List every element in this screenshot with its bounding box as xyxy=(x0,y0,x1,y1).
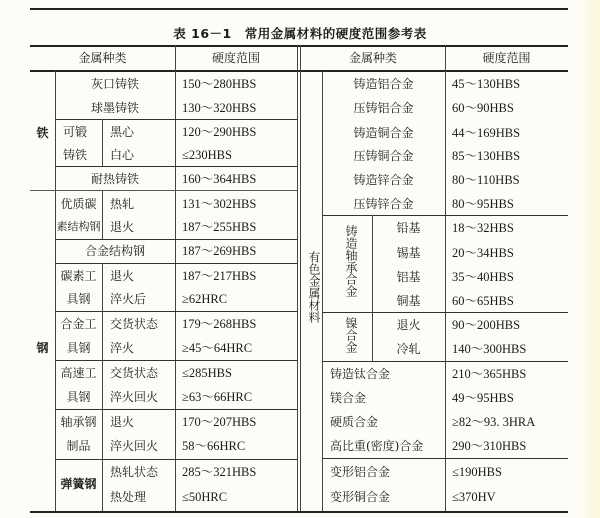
iron-value: 160～364HBS xyxy=(182,172,257,186)
header-left-type: 金属种类 xyxy=(78,51,127,65)
header-right-type: 金属种类 xyxy=(348,51,397,65)
alloy-name: 压铸锌合金 xyxy=(353,197,414,211)
alloy-name: 铸造钛合金 xyxy=(330,367,391,381)
iron-sub: 黑心 xyxy=(110,125,135,139)
alloy-value: 49～95HBS xyxy=(452,391,514,405)
group-label-1: 高速工 xyxy=(60,366,97,380)
row-rule xyxy=(55,360,297,361)
category-steel: 钢 xyxy=(36,341,49,355)
bearing-sub: 铝基 xyxy=(396,270,421,284)
iron-value: ≤230HBS xyxy=(182,148,232,162)
row-rule xyxy=(55,166,297,167)
steel-value: 170～207HBS xyxy=(182,415,257,429)
alloy-value: 210～365HBS xyxy=(452,367,527,381)
top-rule xyxy=(30,8,568,10)
steel-sub: 退火 xyxy=(110,220,135,234)
bearing-value: 60～65HBS xyxy=(452,294,514,308)
steel-value: ≥45～64HRC xyxy=(182,341,253,355)
group-label-2: 具钢 xyxy=(66,341,91,355)
steel-value: ≥63～66HRC xyxy=(182,390,253,404)
sub-divider xyxy=(102,119,103,166)
table-bottom-rule xyxy=(30,511,568,513)
steel-sub: 淬火 xyxy=(110,341,135,355)
sub-divider xyxy=(102,409,103,459)
group-label-1: 合金工 xyxy=(60,317,97,331)
category-nonferrous: 有色金属材料 xyxy=(307,251,321,323)
iron-name: 耐热铸铁 xyxy=(90,172,139,186)
steel-sub: 退火 xyxy=(110,415,135,429)
iron-name: 灰口铸铁 xyxy=(90,77,139,91)
steel-name: 合金结构钢 xyxy=(84,244,145,258)
alloy-name: 硬质合金 xyxy=(330,415,379,429)
row-rule xyxy=(322,458,568,459)
alloy-name: 镁合金 xyxy=(330,391,367,405)
header-left-hardness: 硬度范围 xyxy=(211,51,260,65)
steel-value: 179～268HBS xyxy=(182,317,257,331)
alloy-value: ≤190HBS xyxy=(452,465,502,479)
steel-sub: 热轧 xyxy=(110,197,135,211)
steel-sub: 热轧状态 xyxy=(110,465,159,479)
group-label-2: 制品 xyxy=(66,439,91,453)
iron-value: 130～320HBS xyxy=(182,101,257,115)
table-caption: 表 16－1 常用金属材料的硬度范围参考表 xyxy=(173,26,427,41)
group-label-1: 优质碳 xyxy=(60,197,97,211)
steel-value: 131～302HBS xyxy=(182,197,257,211)
group-label-1: 弹簧钢 xyxy=(60,477,97,491)
row-rule xyxy=(55,409,297,410)
steel-sub: 热处理 xyxy=(110,490,147,504)
sub-divider xyxy=(102,263,103,311)
alloy-value: 85～130HBS xyxy=(452,149,521,163)
group-label-2: 素结构钢 xyxy=(56,220,101,233)
malleable-label-1: 可锻 xyxy=(63,125,88,139)
steel-value: 187～269HBS xyxy=(182,244,257,258)
alloy-name: 铸造铜合金 xyxy=(353,126,414,140)
row-rule xyxy=(55,239,297,240)
steel-sub: 淬火后 xyxy=(110,292,147,306)
steel-value: 285～321HBS xyxy=(182,465,257,479)
category-iron: 铁 xyxy=(36,126,49,140)
table-top-rule xyxy=(30,45,568,47)
header-right-hardness: 硬度范围 xyxy=(482,51,531,65)
row-rule xyxy=(55,119,297,120)
page-edge-stain xyxy=(578,0,600,518)
sub-divider xyxy=(102,311,103,360)
bearing-value: 20～34HBS xyxy=(452,246,514,260)
bearing-value: 18～32HBS xyxy=(452,221,514,235)
row-rule xyxy=(322,312,568,313)
iron-value: 150～280HBS xyxy=(182,77,257,91)
bearing-sub: 铜基 xyxy=(396,294,421,308)
row-rule xyxy=(322,215,568,216)
steel-sub: 退火 xyxy=(110,269,135,283)
steel-sub: 交货状态 xyxy=(110,317,159,331)
nickel-label: 镍合金 xyxy=(344,317,358,353)
group-label-2: 具钢 xyxy=(66,292,91,306)
steel-sub: 交货状态 xyxy=(110,366,159,380)
iron-name: 球墨铸铁 xyxy=(90,101,139,115)
alloy-name: 变形铜合金 xyxy=(330,490,391,504)
iron-value: 120～290HBS xyxy=(182,125,257,139)
nickel-value: 140～300HBS xyxy=(452,342,527,356)
steel-value: ≥62HRC xyxy=(182,292,228,306)
alloy-name: 压铸铜合金 xyxy=(353,149,414,163)
sub-divider xyxy=(102,459,103,511)
bearing-value: 35～40HBS xyxy=(452,270,514,284)
sub-divider xyxy=(102,191,103,239)
steel-value: ≤50HRC xyxy=(182,490,228,504)
alloy-value: 60～90HBS xyxy=(452,101,514,115)
nickel-sub: 冷轧 xyxy=(396,342,421,356)
nickel-value: 90～200HBS xyxy=(452,318,521,332)
row-rule xyxy=(55,263,297,264)
alloy-value: ≤370HV xyxy=(452,490,496,504)
alloy-name: 铸造锌合金 xyxy=(353,173,414,187)
section-rule xyxy=(30,190,297,191)
group-label-1: 碳素工 xyxy=(60,269,97,283)
alloy-value: 80～95HBS xyxy=(452,197,514,211)
alloy-value: 45～130HBS xyxy=(452,77,521,91)
steel-value: ≤285HBS xyxy=(182,366,232,380)
group-label-1: 轴承钢 xyxy=(60,415,97,429)
double-divider-a xyxy=(297,45,298,511)
bearing-label: 铸造轴承合金 xyxy=(344,225,358,297)
right-hardness-divider xyxy=(445,45,446,511)
header-bottom-rule xyxy=(30,70,568,72)
row-rule xyxy=(322,361,568,362)
double-divider-b xyxy=(300,45,301,511)
nickel-sub: 退火 xyxy=(396,318,421,332)
group-label-2: 具钢 xyxy=(66,390,91,404)
alloy-name: 高比重(密度)合金 xyxy=(330,439,424,453)
malleable-label-2: 铸铁 xyxy=(63,148,88,162)
left-hardness-divider xyxy=(175,45,176,511)
steel-value: 187～217HBS xyxy=(182,269,257,283)
bearing-sub: 锡基 xyxy=(396,246,421,260)
bearing-sub: 铅基 xyxy=(396,221,421,235)
sub-divider xyxy=(102,360,103,409)
steel-sub: 淬火回火 xyxy=(110,390,159,404)
steel-value: 58～66HRC xyxy=(182,439,246,453)
alloy-value: ≥82～93. 3HRA xyxy=(452,415,536,429)
steel-value: 187～255HBS xyxy=(182,220,257,234)
alloy-name: 变形铝合金 xyxy=(330,465,391,479)
alloy-name: 压铸铝合金 xyxy=(353,101,414,115)
alloy-value: 290～310HBS xyxy=(452,439,527,453)
alloy-name: 铸造铝合金 xyxy=(353,77,414,91)
alloy-value: 44～169HBS xyxy=(452,126,521,140)
alloy-value: 80～110HBS xyxy=(452,173,520,187)
steel-sub: 淬火回火 xyxy=(110,439,159,453)
row-rule xyxy=(55,459,297,460)
iron-sub: 白心 xyxy=(110,148,135,162)
row-rule xyxy=(55,311,297,312)
